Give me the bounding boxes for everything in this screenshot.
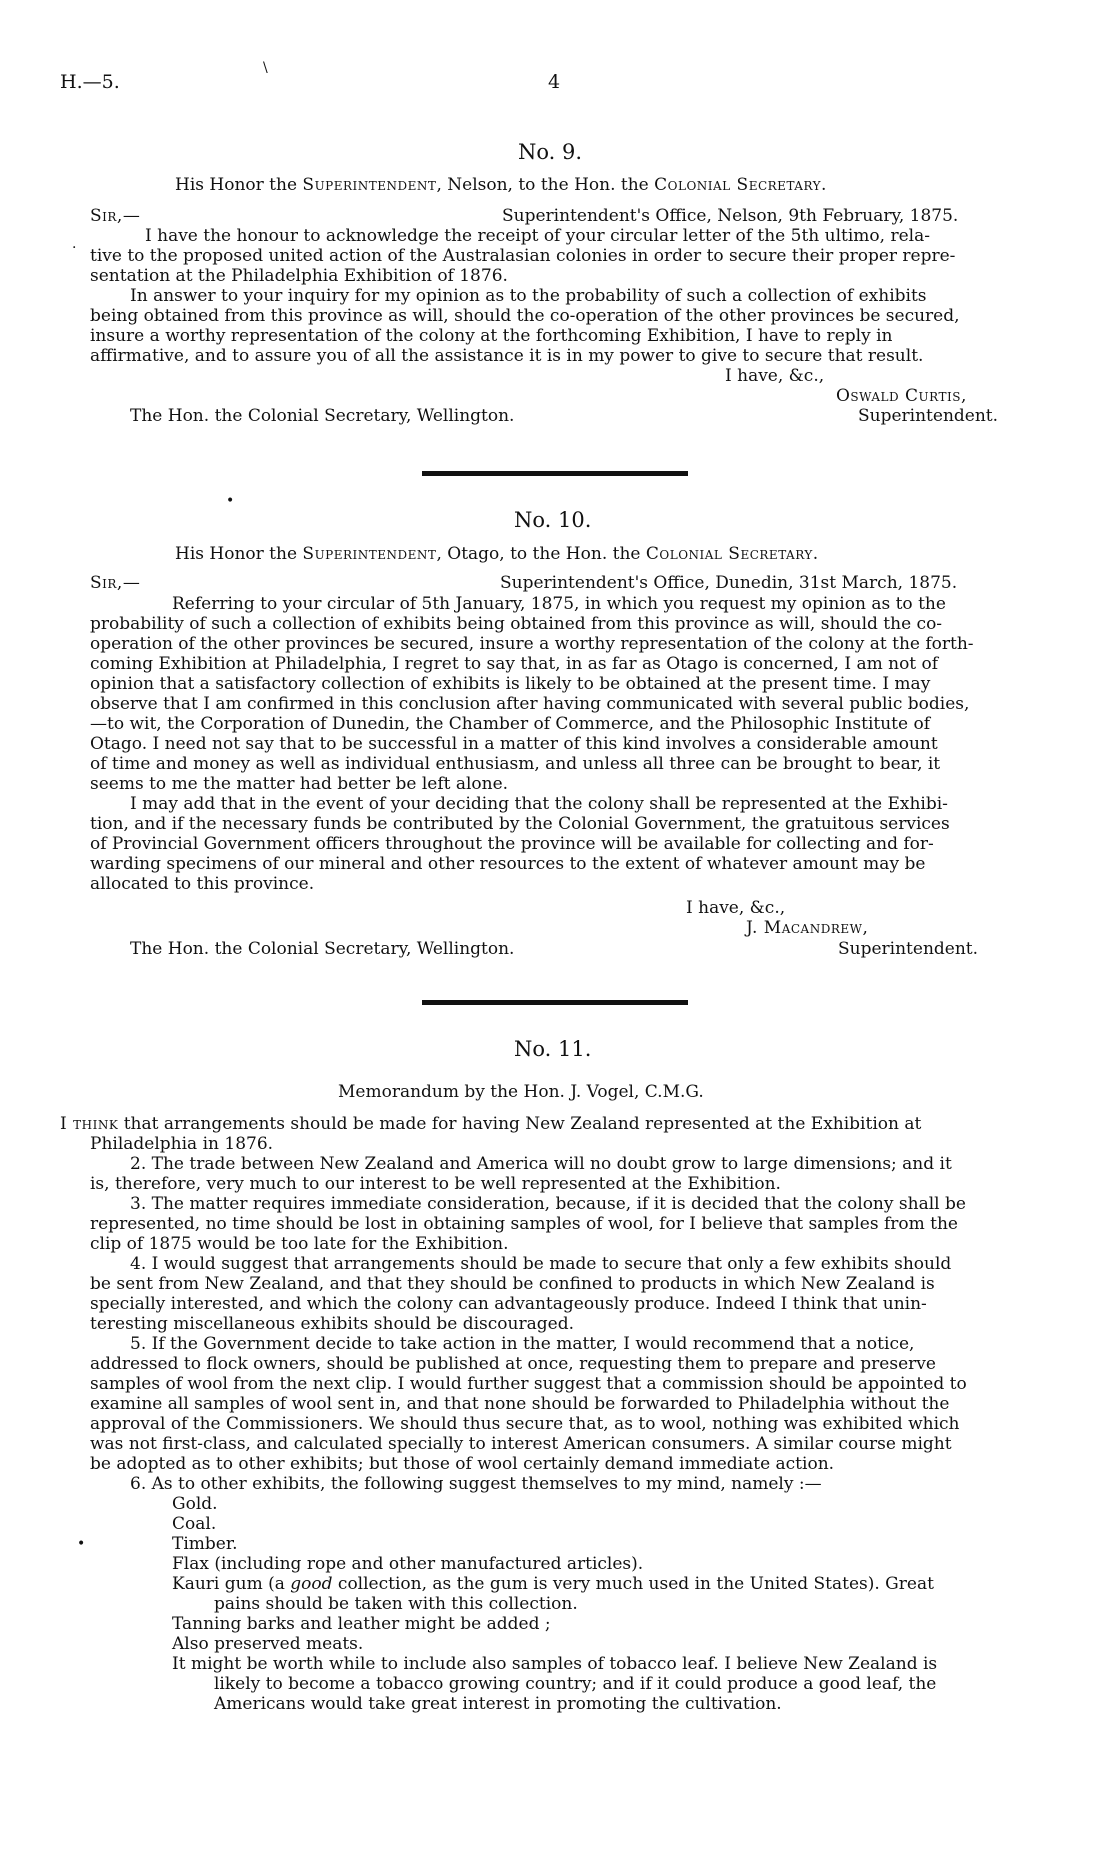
letter-10-body-line: opinion that a satisfactory collection of exhibits is likely to be obtained at the present time. I may xyxy=(90,674,931,694)
letter-10-body-line: of Provincial Government officers throughout the province will be available for collecting and for- xyxy=(90,834,934,854)
exhibit-list-item: Tanning barks and leather might be added ; xyxy=(172,1614,551,1634)
letter-9-place-date: Superintendent's Office, Nelson, 9th February, 1875. xyxy=(502,206,959,226)
memo-11-body-line: 6. As to other exhibits, the following suggest themselves to my mind, namely :— xyxy=(130,1474,822,1494)
letter-10-signature: J. Macandrew, xyxy=(746,918,869,938)
memo-11-heading: No. 11. xyxy=(514,1037,592,1061)
letter-10-body-line: tion, and if the necessary funds be contributed by the Colonial Government, the gratuitous services xyxy=(90,814,950,834)
memo-11-body-line: examine all samples of wool sent in, and that none should be forwarded to Philadelphia without the xyxy=(90,1394,950,1414)
memo-11-body-line: was not first-class, and calculated specially to interest American consumers. A similar course might xyxy=(90,1434,952,1454)
letter-10-body-line: —to wit, the Corporation of Dunedin, the Chamber of Commerce, and the Philosophic Institute of xyxy=(90,714,930,734)
scan-mark: · xyxy=(72,240,77,256)
page-number: 4 xyxy=(548,71,561,93)
letter-9-body-line: I have the honour to acknowledge the receipt of your circular letter of the 5th ultimo, rela- xyxy=(145,226,930,246)
letter-10-body-line: I may add that in the event of your deciding that the colony shall be represented at the Exhibi- xyxy=(130,794,948,814)
memo-11-opening-word: I think xyxy=(60,1114,119,1134)
scan-mark: \ xyxy=(263,60,268,76)
letter-10-heading: No. 10. xyxy=(514,508,592,532)
letter-9-signatory-title: Superintendent. xyxy=(858,406,999,426)
memo-11-body-line: be adopted as to other exhibits; but those of wool certainly demand immediate action. xyxy=(90,1454,835,1474)
letter-9-body-line: affirmative, and to assure you of all the assistance it is in my power to give to secure that result. xyxy=(90,346,924,366)
memo-11-body-line: 3. The matter requires immediate consideration, because, if it is decided that the colony shall be xyxy=(130,1194,966,1214)
memo-11-body-line: 4. I would suggest that arrangements should be made to secure that only a few exhibits should xyxy=(130,1254,952,1274)
exhibit-list-item-tobacco-continued: Americans would take great interest in promoting the cultivation. xyxy=(214,1694,782,1714)
report-reference: H.—5. xyxy=(60,71,120,93)
letter-10-body-line: coming Exhibition at Philadelphia, I regret to say that, in as far as Otago is concerned, I am not of xyxy=(90,654,939,674)
exhibit-list-item: Also preserved meats. xyxy=(172,1634,364,1654)
letter-9-body-line: insure a worthy representation of the colony at the forthcoming Exhibition, I have to reply in xyxy=(90,326,893,346)
letter-10-address-line: His Honor the Superintendent, Otago, to the Hon. the Colonial Secretary. xyxy=(175,544,819,564)
memo-11-body-line: clip of 1875 would be too late for the Exhibition. xyxy=(90,1234,509,1254)
letter-10-body-line: operation of the other provinces be secured, insure a worthy representation of the colony at the forth- xyxy=(90,634,974,654)
memo-11-body-line: be sent from New Zealand, and that they should be confined to products in which New Zealand is xyxy=(90,1274,935,1294)
memo-11-body-line: addressed to flock owners, should be published at once, requesting them to prepare and preserve xyxy=(90,1354,936,1374)
memo-11-body-line: I think that arrangements should be made for having New Zealand represented at the Exhibition at xyxy=(60,1114,922,1134)
letter-10-addressee: The Hon. the Colonial Secretary, Wellington. xyxy=(130,939,515,959)
memo-11-body-line: Philadelphia in 1876. xyxy=(90,1134,274,1154)
letter-10-body-line: warding specimens of our mineral and other resources to the extent of whatever amount may be xyxy=(90,854,926,874)
section-divider xyxy=(422,471,688,476)
memo-11-body-line: 5. If the Government decide to take action in the matter, I would recommend that a notice, xyxy=(130,1334,915,1354)
letter-10-body-line: probability of such a collection of exhibits being obtained from this province as will, should the co- xyxy=(90,614,943,634)
memo-11-title: Memorandum by the Hon. J. Vogel, C.M.G. xyxy=(338,1082,704,1102)
letter-10-signatory-title: Superintendent. xyxy=(838,939,979,959)
letter-10-body-line: observe that I am confirmed in this conclusion after having communicated with several public bodies, xyxy=(90,694,970,714)
letter-9-body-line: tive to the proposed united action of the Australasian colonies in order to secure their proper repre- xyxy=(90,246,956,266)
letter-10-place-date: Superintendent's Office, Dunedin, 31st March, 1875. xyxy=(500,573,958,593)
letter-10-body-line: seems to me the matter had better be left alone. xyxy=(90,774,509,794)
exhibit-list-item: Gold. xyxy=(172,1494,218,1514)
memo-11-body-line: teresting miscellaneous exhibits should be discouraged. xyxy=(90,1314,574,1334)
scan-mark: • xyxy=(77,1536,86,1552)
letter-9-salutation: Sir,— xyxy=(90,206,141,226)
memo-11-body-line: samples of wool from the next clip. I would further suggest that a commission should be appointed to xyxy=(90,1374,967,1394)
exhibit-list-item-kauri-continued: pains should be taken with this collection. xyxy=(214,1594,578,1614)
letter-9-closing: I have, &c., xyxy=(725,366,825,386)
letter-10-body-line: Referring to your circular of 5th January, 1875, in which you request my opinion as to the xyxy=(172,594,946,614)
memo-11-body-line: approval of the Commissioners. We should thus secure that, as to wool, nothing was exhibited which xyxy=(90,1414,960,1434)
letter-10-closing: I have, &c., xyxy=(686,898,786,918)
letter-9-address-line: His Honor the Superintendent, Nelson, to the Hon. the Colonial Secretary. xyxy=(175,175,827,195)
letter-10-body-line: allocated to this province. xyxy=(90,874,315,894)
letter-10-salutation: Sir,— xyxy=(90,573,141,593)
letter-10-body-line: Otago. I need not say that to be successful in a matter of this kind involves a considerable amount xyxy=(90,734,938,754)
memo-11-body-line: 2. The trade between New Zealand and America will no doubt grow to large dimensions; and it xyxy=(130,1154,952,1174)
exhibit-list-item-tobacco: It might be worth while to include also samples of tobacco leaf. I believe New Zealand is xyxy=(172,1654,938,1674)
memo-11-body-line: represented, no time should be lost in obtaining samples of wool, for I believe that samples from the xyxy=(90,1214,958,1234)
memo-11-body-line: specially interested, and which the colony can advantageously produce. Indeed I think that unin- xyxy=(90,1294,927,1314)
scan-mark: • xyxy=(226,493,235,509)
exhibit-list-item: Flax (including rope and other manufactured articles). xyxy=(172,1554,644,1574)
exhibit-list-item: Timber. xyxy=(172,1534,238,1554)
exhibit-list-item-tobacco-continued: likely to become a tobacco growing country; and if it could produce a good leaf, the xyxy=(214,1674,937,1694)
exhibit-list-item-kauri: Kauri gum (a good collection, as the gum is very much used in the United States). Great xyxy=(172,1574,934,1594)
letter-9-body-line: sentation at the Philadelphia Exhibition of 1876. xyxy=(90,266,508,286)
exhibit-list-item: Coal. xyxy=(172,1514,217,1534)
section-divider xyxy=(422,1000,688,1005)
letter-9-signature: Oswald Curtis, xyxy=(836,386,967,406)
memo-11-body-line: is, therefore, very much to our interest to be well represented at the Exhibition. xyxy=(90,1174,781,1194)
letter-9-body-line: being obtained from this province as will, should the co-operation of the other provinces be secured, xyxy=(90,306,960,326)
letter-9-heading: No. 9. xyxy=(518,140,583,164)
letter-9-body-line: In answer to your inquiry for my opinion as to the probability of such a collection of exhibits xyxy=(130,286,927,306)
letter-9-addressee: The Hon. the Colonial Secretary, Wellington. xyxy=(130,406,515,426)
letter-10-body-line: of time and money as well as individual enthusiasm, and unless all three can be brought to bear, it xyxy=(90,754,941,774)
